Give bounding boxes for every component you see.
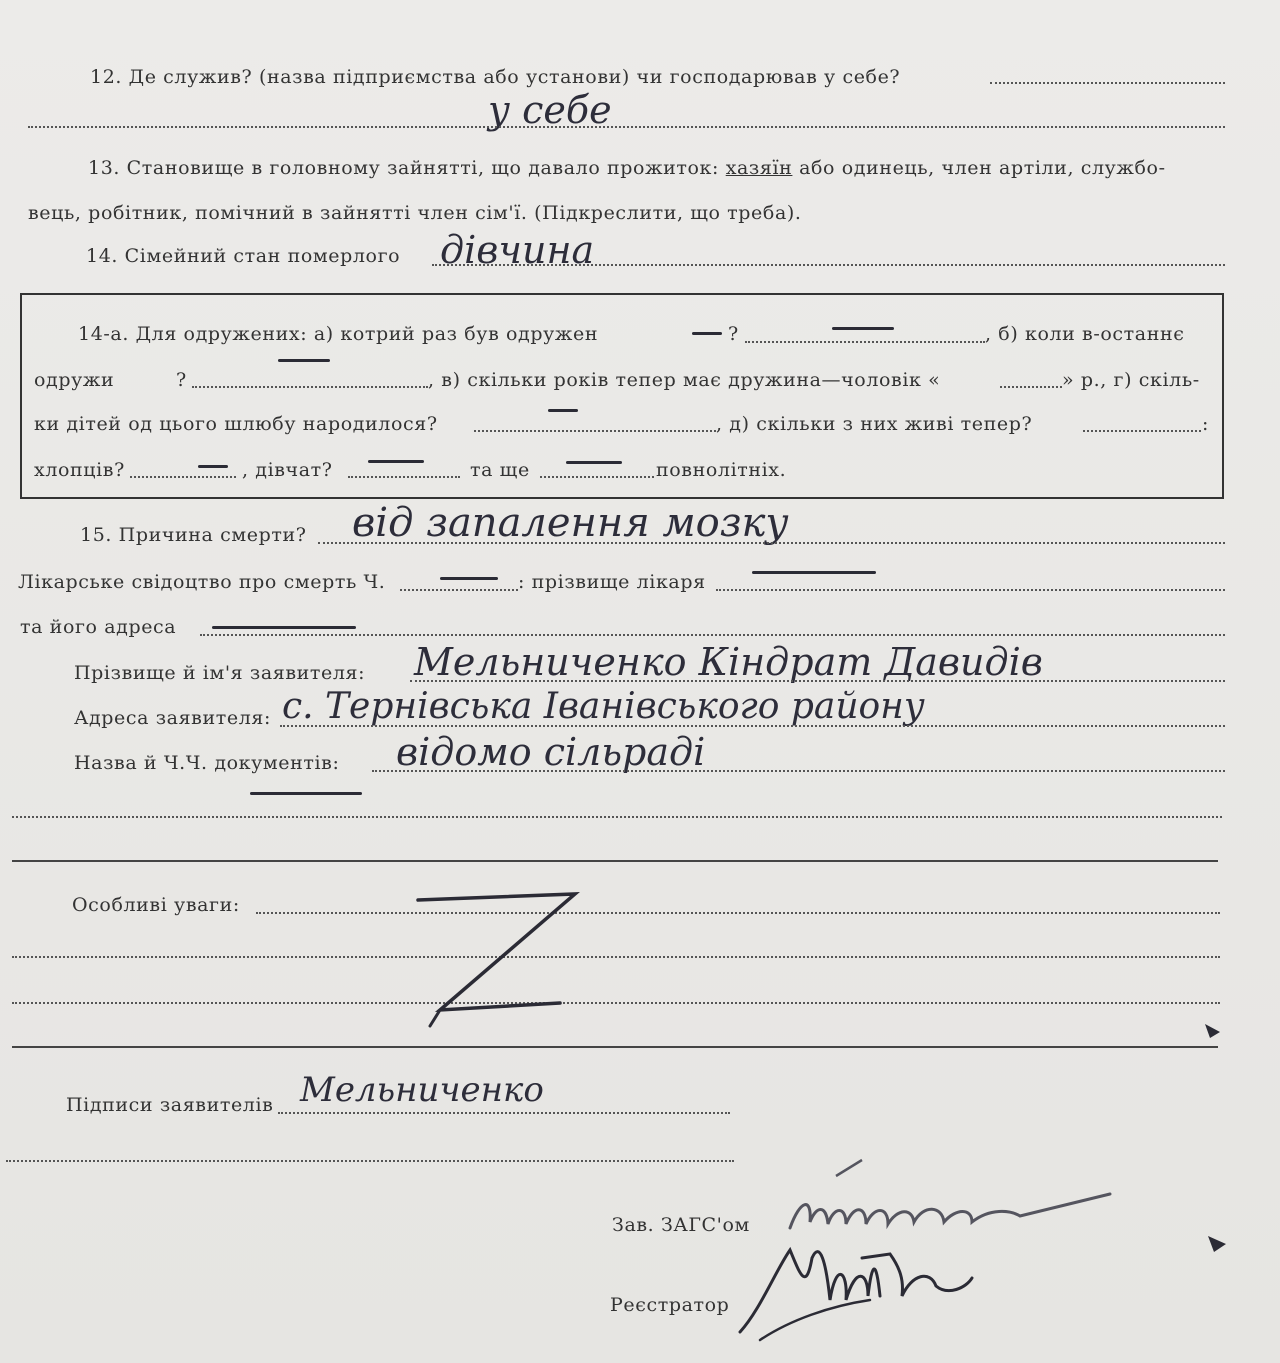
q14a-line2-b: , в) скільки років тепер має дружина—чоловік «	[428, 369, 941, 391]
applicant-docs-label: Назва й Ч.Ч. документів:	[74, 752, 340, 774]
q14a-line1-b: , б) коли в-останнє	[985, 323, 1185, 345]
medical-doctor-label: : прізвище лікаря	[518, 571, 706, 593]
applicants-signature-label: Підписи заявителів	[66, 1094, 274, 1116]
q14a-line1: 14-а. Для одружених: а) котрий раз був одружен	[78, 323, 599, 345]
q14a-line1-q: ?	[728, 323, 739, 345]
q14a-line4-d: повнолітніх.	[656, 459, 787, 481]
q15-answer: від запалення мозку	[352, 500, 789, 546]
q14a-line3-c: :	[1202, 413, 1210, 435]
q14a-line4-a: хлопців?	[34, 459, 125, 481]
q13-line2: вець, робітник, помічний в зайнятті член сім'ї. (Підкреслити, що треба).	[28, 202, 802, 224]
applicant-address-label: Адреса заявителя:	[74, 707, 271, 729]
q14a-line4-c: та ще	[470, 459, 530, 481]
q13-underlined-option: хазяїн	[725, 157, 793, 179]
applicant-docs-value: відомо сільраді	[396, 730, 706, 774]
applicant-name-label: Прізвище й ім'я заявителя:	[74, 662, 366, 684]
applicant-name-value: Мельниченко Кіндрат Давидів	[414, 640, 1043, 684]
q14a-line2-q: ?	[176, 369, 187, 391]
q13-line1-post: або одинець, член артіли, службо-	[799, 157, 1166, 179]
q14a-line2-a: одружи	[34, 369, 115, 391]
q14a-line3-b: , д) скільки з них живі тепер?	[716, 413, 1033, 435]
applicants-signature-value: Мельниченко	[300, 1070, 544, 1110]
q14-answer: дівчина	[440, 228, 595, 272]
q15-label: 15. Причина смерти?	[80, 524, 307, 546]
medical-cert-label: Лікарське свідоцтво про смерть Ч.	[18, 571, 386, 593]
applicant-address-value: с. Тернівська Іванівського району	[282, 686, 925, 727]
q14a-line3-a: ки дітей од цього шлюбу народилося?	[34, 413, 438, 435]
medical-address-label: та його адреса	[20, 616, 177, 638]
q12-label: 12. Де служив? (назва підприємства або установи) чи господарював у себе?	[90, 66, 901, 88]
q14a-line2-c: » р., г) скіль-	[1062, 369, 1200, 391]
q14-label: 14. Сімейний стан померлого	[86, 245, 401, 267]
registrar-label: Реєстратор	[610, 1294, 730, 1316]
q14a-line4-b: , дівчат?	[242, 459, 333, 481]
q13-line1-pre: 13. Становище в головному зайнятті, що давало прожиток:	[88, 157, 720, 179]
notes-label: Особливі уваги:	[72, 894, 240, 916]
q12-answer: у себе	[488, 88, 612, 132]
head-label: Зав. ЗАГС'ом	[612, 1214, 750, 1236]
